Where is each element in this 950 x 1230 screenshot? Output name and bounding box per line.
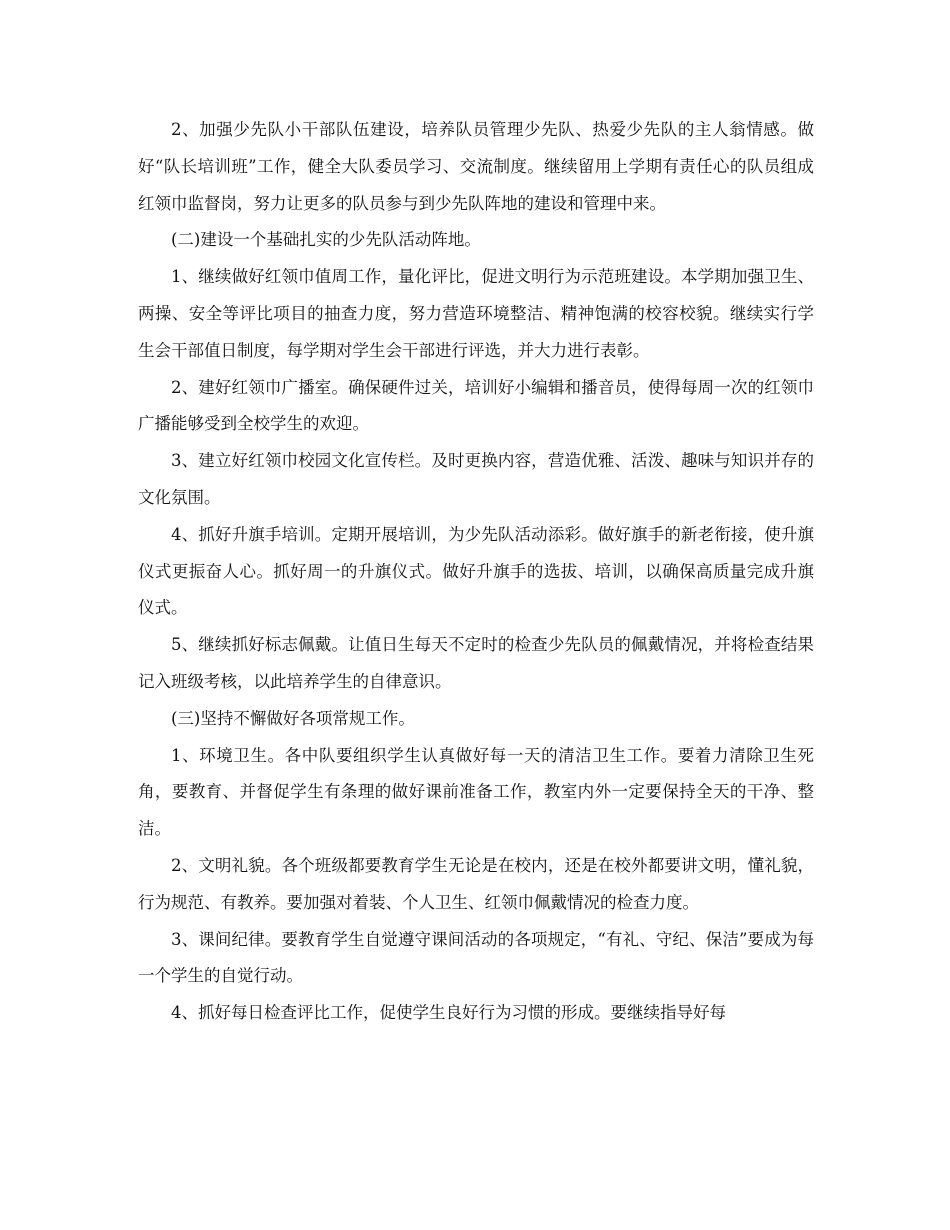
document-body	[138, 112, 814, 1032]
paragraph: 3、课间纪律。要教育学生自觉遵守课间活动的各项规定，“有礼、守纪、保洁”要成为每一个学生的自觉行动。	[138, 929, 814, 986]
paragraph: 4、抓好升旗手培训。定期开展培训，为少先队活动添彩。做好旗手的新老衔接，使升旗仪式更振奋人心。抓好周一的升旗仪式。做好升旗手的选拔、培训，以确保高质量完成升旗仪式。	[138, 524, 814, 618]
paragraph: 3、建立好红领巾校园文化宣传栏。及时更换内容，营造优雅、活泼、趣味与知识并存的文化氛围。	[138, 451, 814, 507]
section-heading: (二)建设一个基础扎实的少先队活动阵地。	[171, 230, 481, 250]
paragraph: 1、继续做好红领巾值周工作，量化评比，促进文明行为示范班建设。本学期加强卫生、两操、安全等评比项目的抽查力度，努力营造环境整洁、精神饱满的校容校貌。继续实行学生会干部值日制度，每学期对学生会干部进行评选，并大力进行表彰。	[138, 267, 814, 360]
paragraph: 2、建好红领巾广播室。确保硬件过关，培训好小编辑和播音员，使得每周一次的红领巾广播能够受到全校学生的欢迎。	[138, 377, 814, 434]
paragraph: 1、环境卫生。各中队要组织学生认真做好每一天的清洁卫生工作。要着力清除卫生死角，要教育、并督促学生有条理的做好课前准备工作，教室内外一定要保持全天的干净、整洁。	[138, 745, 814, 839]
paragraph: 5、继续抓好标志佩戴。让值日生每天不定时的检查少先队员的佩戴情况，并将检查结果记入班级考核，以此培养学生的自律意识。	[138, 635, 814, 691]
paragraph: 2、文明礼貌。各个班级都要教育学生无论是在校内，还是在校外都要讲文明，懂礼貌，行为规范、有教养。要加强对着装、个人卫生、红领巾佩戴情况的检查力度。	[138, 855, 814, 912]
paragraph: 4、抓好每日检查评比工作，促使学生良好行为习惯的形成。要继续指导好每	[171, 1003, 726, 1023]
paragraph: 2、加强少先队小干部队伍建设，培养队员管理少先队、热爱少先队的主人翁情感。做好“队长培训班”工作，健全大队委员学习、交流制度。继续留用上学期有责任心的队员组成红领巾监督岗，努力让更多的队员参与到少先队阵地的建设和管理中来。	[138, 120, 814, 213]
section-heading: (三)坚持不懈做好各项常规工作。	[171, 708, 415, 728]
